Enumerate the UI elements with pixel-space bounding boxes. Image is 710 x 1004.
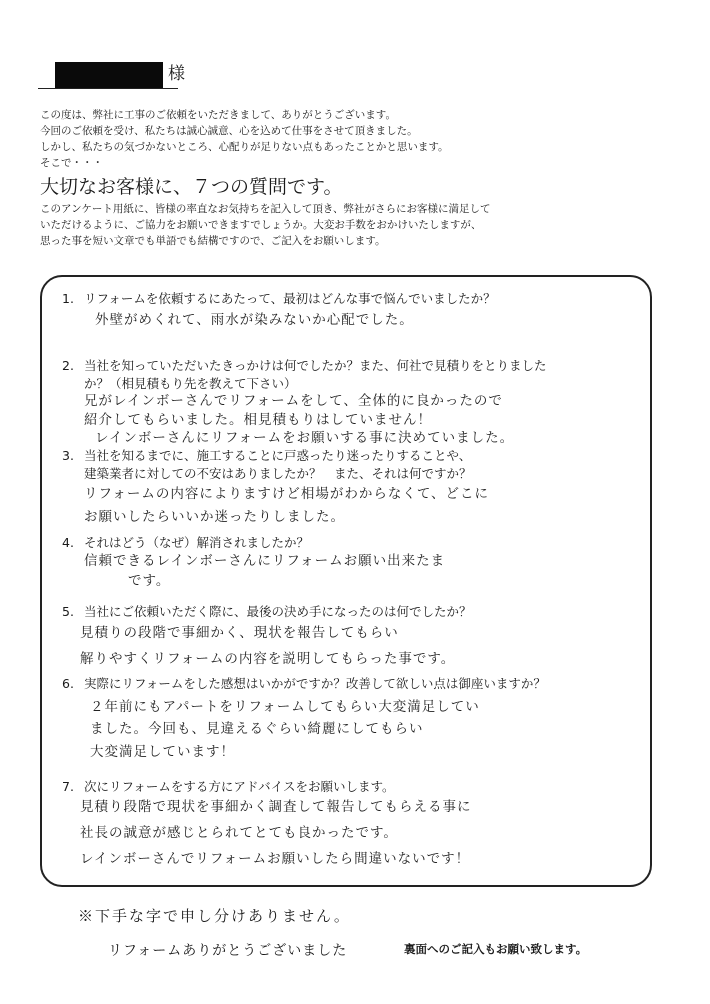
answer-5-line-1: 見積りの段階で事細かく、現状を報告してもらい — [80, 625, 399, 641]
honorific-sama: 様 — [168, 64, 185, 84]
question-1: 1. リフォームを依頼するにあたって、最初はどんな事で悩んでいましたか？ — [62, 291, 496, 306]
intro-line-4: そこで・・・ — [40, 157, 103, 169]
question-7: 7. 次にリフォームをする方にアドバイスをお願いします。 — [62, 779, 395, 794]
desc-line-3: 思った事を短い文章でも単語でも結構ですので、ご記入をお願いします。 — [40, 235, 386, 247]
answer-3-line-2: お願いしたらいいか迷ったりしました。 — [84, 509, 345, 525]
intro-line-3: しかし、私たちの気づかないところ、心配りが足りない点もあったことかと思います。 — [40, 141, 449, 153]
answer-2-line-2: 紹介してもらいました。相見積もりはしていません！ — [84, 412, 432, 428]
answer-6-line-3: 大変満足しています！ — [90, 744, 235, 760]
back-side-note: 裏面へのご記入もお願い致します。 — [404, 942, 588, 956]
redacted-name-block — [55, 62, 163, 88]
footer-note-thanks: リフォームありがとうございました — [108, 943, 348, 959]
answer-6-line-1: ２年前にもアパートをリフォームしてもらい大変満足してい — [90, 699, 480, 715]
desc-line-1: このアンケート用紙に、皆様の率直なお気持ちを記入して頂き、弊社がさらにお客様に満足して — [40, 203, 491, 215]
answer-2-line-1: 兄がレインボーさんでリフォームをして、全体的に良かったので — [84, 393, 503, 409]
question-3-line-2: 建築業者に対しての不安はありましたか？ また、それは何ですか？ — [84, 466, 472, 481]
answer-7-line-3: レインボーさんでリフォームお願いしたら間違いないです！ — [80, 851, 471, 867]
question-5: 5. 当社にご依頼いただく際に、最後の決め手になったのは何でしたか？ — [62, 604, 472, 619]
answer-5-line-2: 解りやすくリフォームの内容を説明してもらった事です。 — [80, 651, 456, 667]
footer-note-apology: ※下手な字で申し分けありません。 — [78, 907, 351, 925]
question-2-line-1: 2. 当社を知っていただいたきっかけは何でしたか？また、何社で見積りをとりました — [62, 358, 547, 373]
desc-line-2: いただけるように、ご協力をお願いできますでしょうか。大変お手数をおかけいたしますが、 — [40, 219, 482, 231]
question-6: 6. 実際にリフォームをした感想はいかがですか？改善して欲しい点は御座いますか？ — [62, 676, 546, 691]
intro-line-2: 今回のご依頼を受け、私たちは誠心誠意、心を込めて仕事をさせて頂きました。 — [40, 125, 418, 137]
intro-line-1: この度は、弊社に工事のご依頼をいただきまして、ありがとうございます。 — [40, 109, 396, 121]
question-3-line-1: 3. 当社を知るまでに、施工することに戸惑ったり迷ったりすることや、 — [62, 448, 472, 463]
answer-4-line-2: です。 — [128, 573, 171, 589]
question-2-line-2: か？（相見積もり先を教えて下さい） — [84, 376, 297, 391]
answer-3-line-1: リフォームの内容によりますけど相場がわからなくて、どこに — [84, 486, 490, 502]
answer-7-line-2: 社長の誠意が感じとられてとても良かったです。 — [80, 825, 398, 841]
answer-2-line-3: レインボーさんにリフォームをお願いする事に決めていました。 — [95, 430, 515, 446]
answer-4-line-1: 信頼できるレインボーさんにリフォームお願い出来たま — [84, 553, 446, 569]
answer-7-line-1: 見積り段階で現状を事細かく調査して報告してもらえる事に — [80, 799, 472, 815]
answer-6-line-2: ました。今回も、見違えるぐらい綺麗にしてもらい — [90, 721, 424, 737]
answer-1-line-1: 外壁がめくれて、雨水が染みないか心配でした。 — [95, 312, 414, 328]
question-4: 4. それはどう（なぜ）解消されましたか？ — [62, 535, 310, 550]
headline: 大切なお客様に、７つの質問です。 — [40, 176, 343, 198]
name-underline — [38, 88, 178, 89]
